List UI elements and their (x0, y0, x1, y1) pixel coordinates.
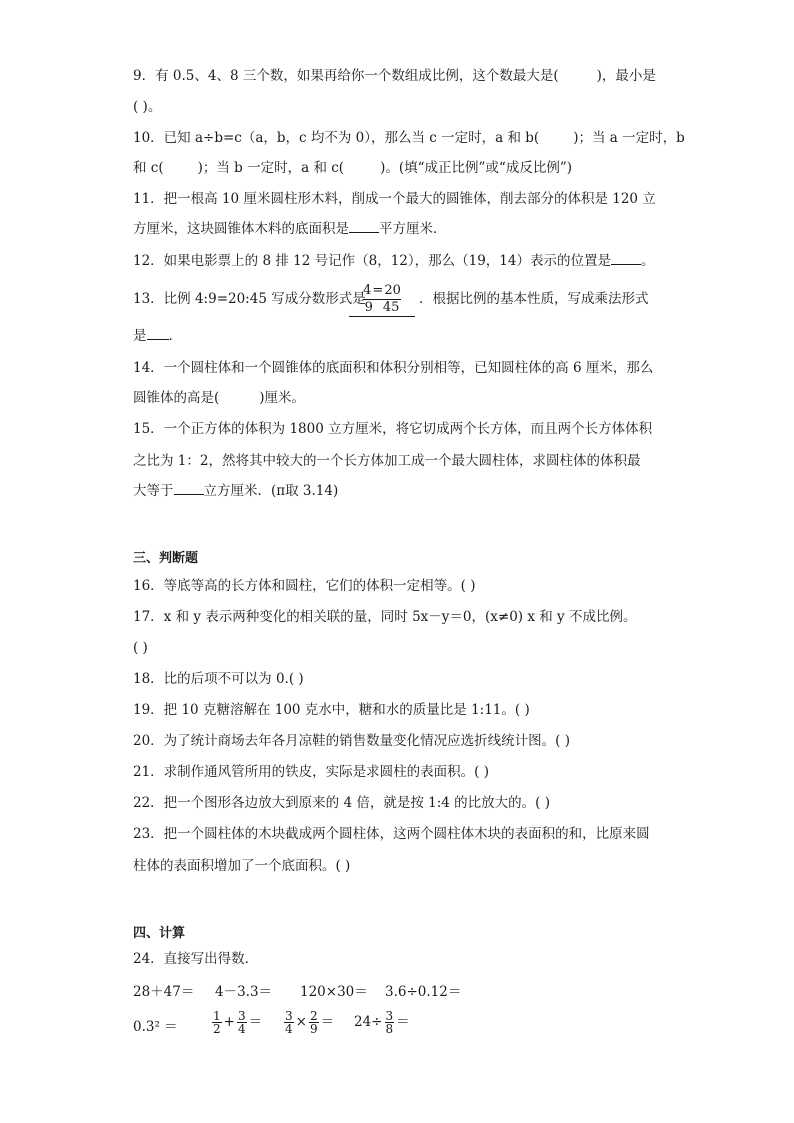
question-10: 10．已知 a÷b=c（a，b，c 均不为 0），那么当 c 一定时，a 和 b( )；当 a 一定时，b (133, 130, 685, 146)
question-10-line-2: 和 c( )；当 b 一定时，a 和 c( )。(填“成正比例”或“成反比例”) (133, 160, 572, 176)
question-13-rest: ．根据比例的基本性质，写成乘法形式 (419, 291, 649, 307)
question-15-line-3: 大等于 立方厘米．(π取 3.14) (133, 483, 339, 499)
question-15: 15．一个正方体的体积为 1800 立方厘米，将它切成两个长方体，而且两个长方体体积 (133, 421, 653, 437)
calc-item-2: 4－3.3＝ (215, 984, 273, 1000)
question-21: 21．求制作通风管所用的铁皮，实际是求圆柱的表面积。( ) (133, 764, 490, 780)
question-20: 20．为了统计商场去年各月凉鞋的销售数量变化情况应选折线统计图。( ) (133, 733, 571, 749)
answer-blank[interactable] (147, 327, 169, 340)
answer-blank[interactable] (349, 220, 379, 233)
question-15-line-2: 之比为 1：2，然将其中较大的一个长方体加工成一个最大圆柱体，求圆柱体的体积最 (133, 453, 641, 469)
calc-item-4: 3.6÷0.12＝ (385, 984, 462, 1000)
question-16: 16．等底等高的长方体和圆柱，它们的体积一定相等。( ) (133, 578, 476, 594)
fraction: $\frac{2}{9}$ (309, 1009, 318, 1036)
section-calc-title: 四、计算 (133, 926, 186, 941)
answer-blank[interactable] (559, 68, 597, 80)
calc-item-1: 28＋47＝ (133, 984, 195, 1000)
answer-blank[interactable] (611, 252, 641, 265)
fraction: $\frac{1}{2}$ (213, 1009, 221, 1036)
calc-item-6: $\frac{1}{2}$ + $\frac{3}{4}$ ＝ (213, 1009, 263, 1036)
question-17: 17．x 和 y 表示两种变化的相关联的量，同时 5x－y＝0，(x≠0) x 和 y 不成比例。 (133, 609, 637, 625)
section-judgement-title: 三、判断题 (133, 551, 199, 566)
question-11-line-2: 方厘米，这块圆锥体木料的底面积是 平方厘米． (133, 221, 447, 237)
question-23-line-2: 柱体的表面积增加了一个底面积。( ) (133, 858, 351, 874)
fraction: $\frac{3}{4}$ (237, 1009, 246, 1036)
calc-item-3: 120×30＝ (300, 984, 368, 1000)
calc-item-7: $\frac{3}{4}$ × $\frac{2}{9}$ ＝ (285, 1009, 335, 1036)
answer-blank[interactable] (174, 482, 204, 495)
question-11: 11．把一根高 10 厘米圆柱形木料，削成一个最大的圆锥体，削去部分的体积是 120 立 (133, 191, 656, 207)
question-23: 23．把一个圆柱体的木块截成两个圆柱体，这两个圆柱体木块的表面积的和，比原来圆 (133, 826, 650, 842)
answer-underline (349, 316, 415, 317)
question-9: 9．有 0.5、4、8 三个数，如果再给你一个数组成比例，这个数最大是( )，最小是 (133, 68, 656, 84)
question-9-line-2: ( )。 (133, 99, 162, 115)
fraction: $\frac{3}{8}$ (385, 1009, 394, 1036)
question-13: 13．比例 4:9=20:45 写成分数形式是 (133, 291, 366, 307)
question-14-line-2: 圆锥体的高是( )厘米。 (133, 390, 306, 406)
question-22: 22．把一个图形各边放大到原来的 4 倍，就是按 1:4 的比放大的。( ) (133, 795, 550, 811)
fraction-bar (363, 299, 401, 300)
question-19: 19．把 10 克糖溶解在 100 克水中，糖和水的质量比是 1:11。( ) (133, 702, 530, 718)
question-17-line-2: ( ) (133, 640, 148, 656)
question-12: 12．如果电影票上的 8 排 12 号记作（8，12），那么（19，14）表示的位置是 。 (133, 253, 655, 269)
calc-item-5: 0.3² ＝ (133, 1019, 178, 1035)
calc-item-8: 24÷ $\frac{3}{8}$ ＝ (354, 1009, 410, 1036)
question-24: 24．直接写出得数． (133, 951, 259, 967)
question-13-line-2: 是 ． (133, 328, 182, 344)
fraction: $\frac{3}{4}$ (285, 1009, 293, 1036)
fraction-form: 4 = 20 9 45 (349, 283, 415, 316)
question-14: 14．一个圆柱体和一个圆锥体的底面积和体积分别相等，已知圆柱体的高 6 厘米，那么 (133, 360, 654, 376)
question-18: 18．比的后项不可以为 0.( ) (133, 671, 304, 687)
